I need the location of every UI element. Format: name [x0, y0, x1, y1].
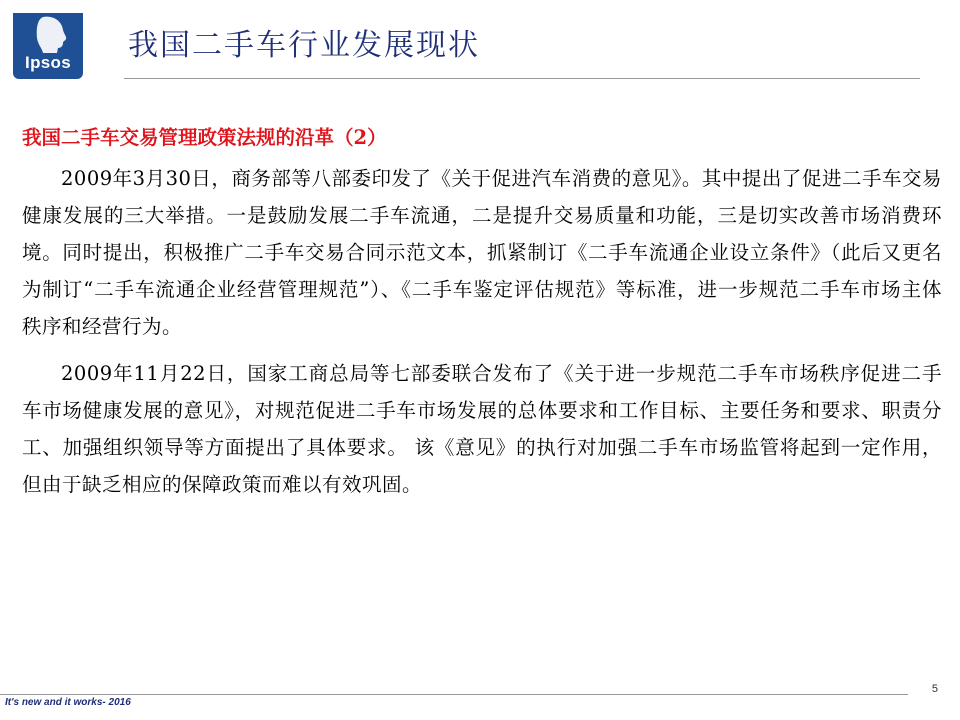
section-subheading: 我国二手车交易管理政策法规的沿革（2）: [22, 126, 387, 149]
footer-divider: [0, 694, 908, 695]
page-number: 5: [931, 683, 938, 695]
page-title: 我国二手车行业发展现状: [128, 28, 480, 63]
paragraph-1: 2009年3月30日，商务部等八部委印发了《关于促进汽车消费的意见》。其中提出了促进二手车交易健康发展的三大举措。一是鼓励发展二手车流通，二是提升交易质量和功能，三是切实改善市场消费环境。同时提出，积极推广二手车交易合同示范文本，抓紧制订《二手车流通企业设立条件》（此后又更名为制订“二手车流通企业经营管理规范”）、《二手车鉴定评估规范》等标准，进一步规范二手车市场主体秩序和经营行为。: [22, 167, 942, 338]
ipsos-logo: [13, 13, 83, 79]
title-divider: [124, 78, 920, 79]
paragraph-2: 2009年11月22日，国家工商总局等七部委联合发布了《关于进一步规范二手车市场秩序促进二手车市场健康发展的意见》，对规范促进二手车市场发展的总体要求和工作目标、主要任务和要求、职责分工、加强组织领导等方面提出了具体要求。 该《意见》的执行对加强二手车市场监管将起到一定作用，但由于缺乏相应的保障政策而难以有效巩固。: [22, 362, 942, 496]
logo-wordmark: Ipsos: [25, 53, 71, 72]
main-content: [22, 120, 942, 503]
footer-tagline: It's new and it works- 2016: [5, 697, 131, 708]
